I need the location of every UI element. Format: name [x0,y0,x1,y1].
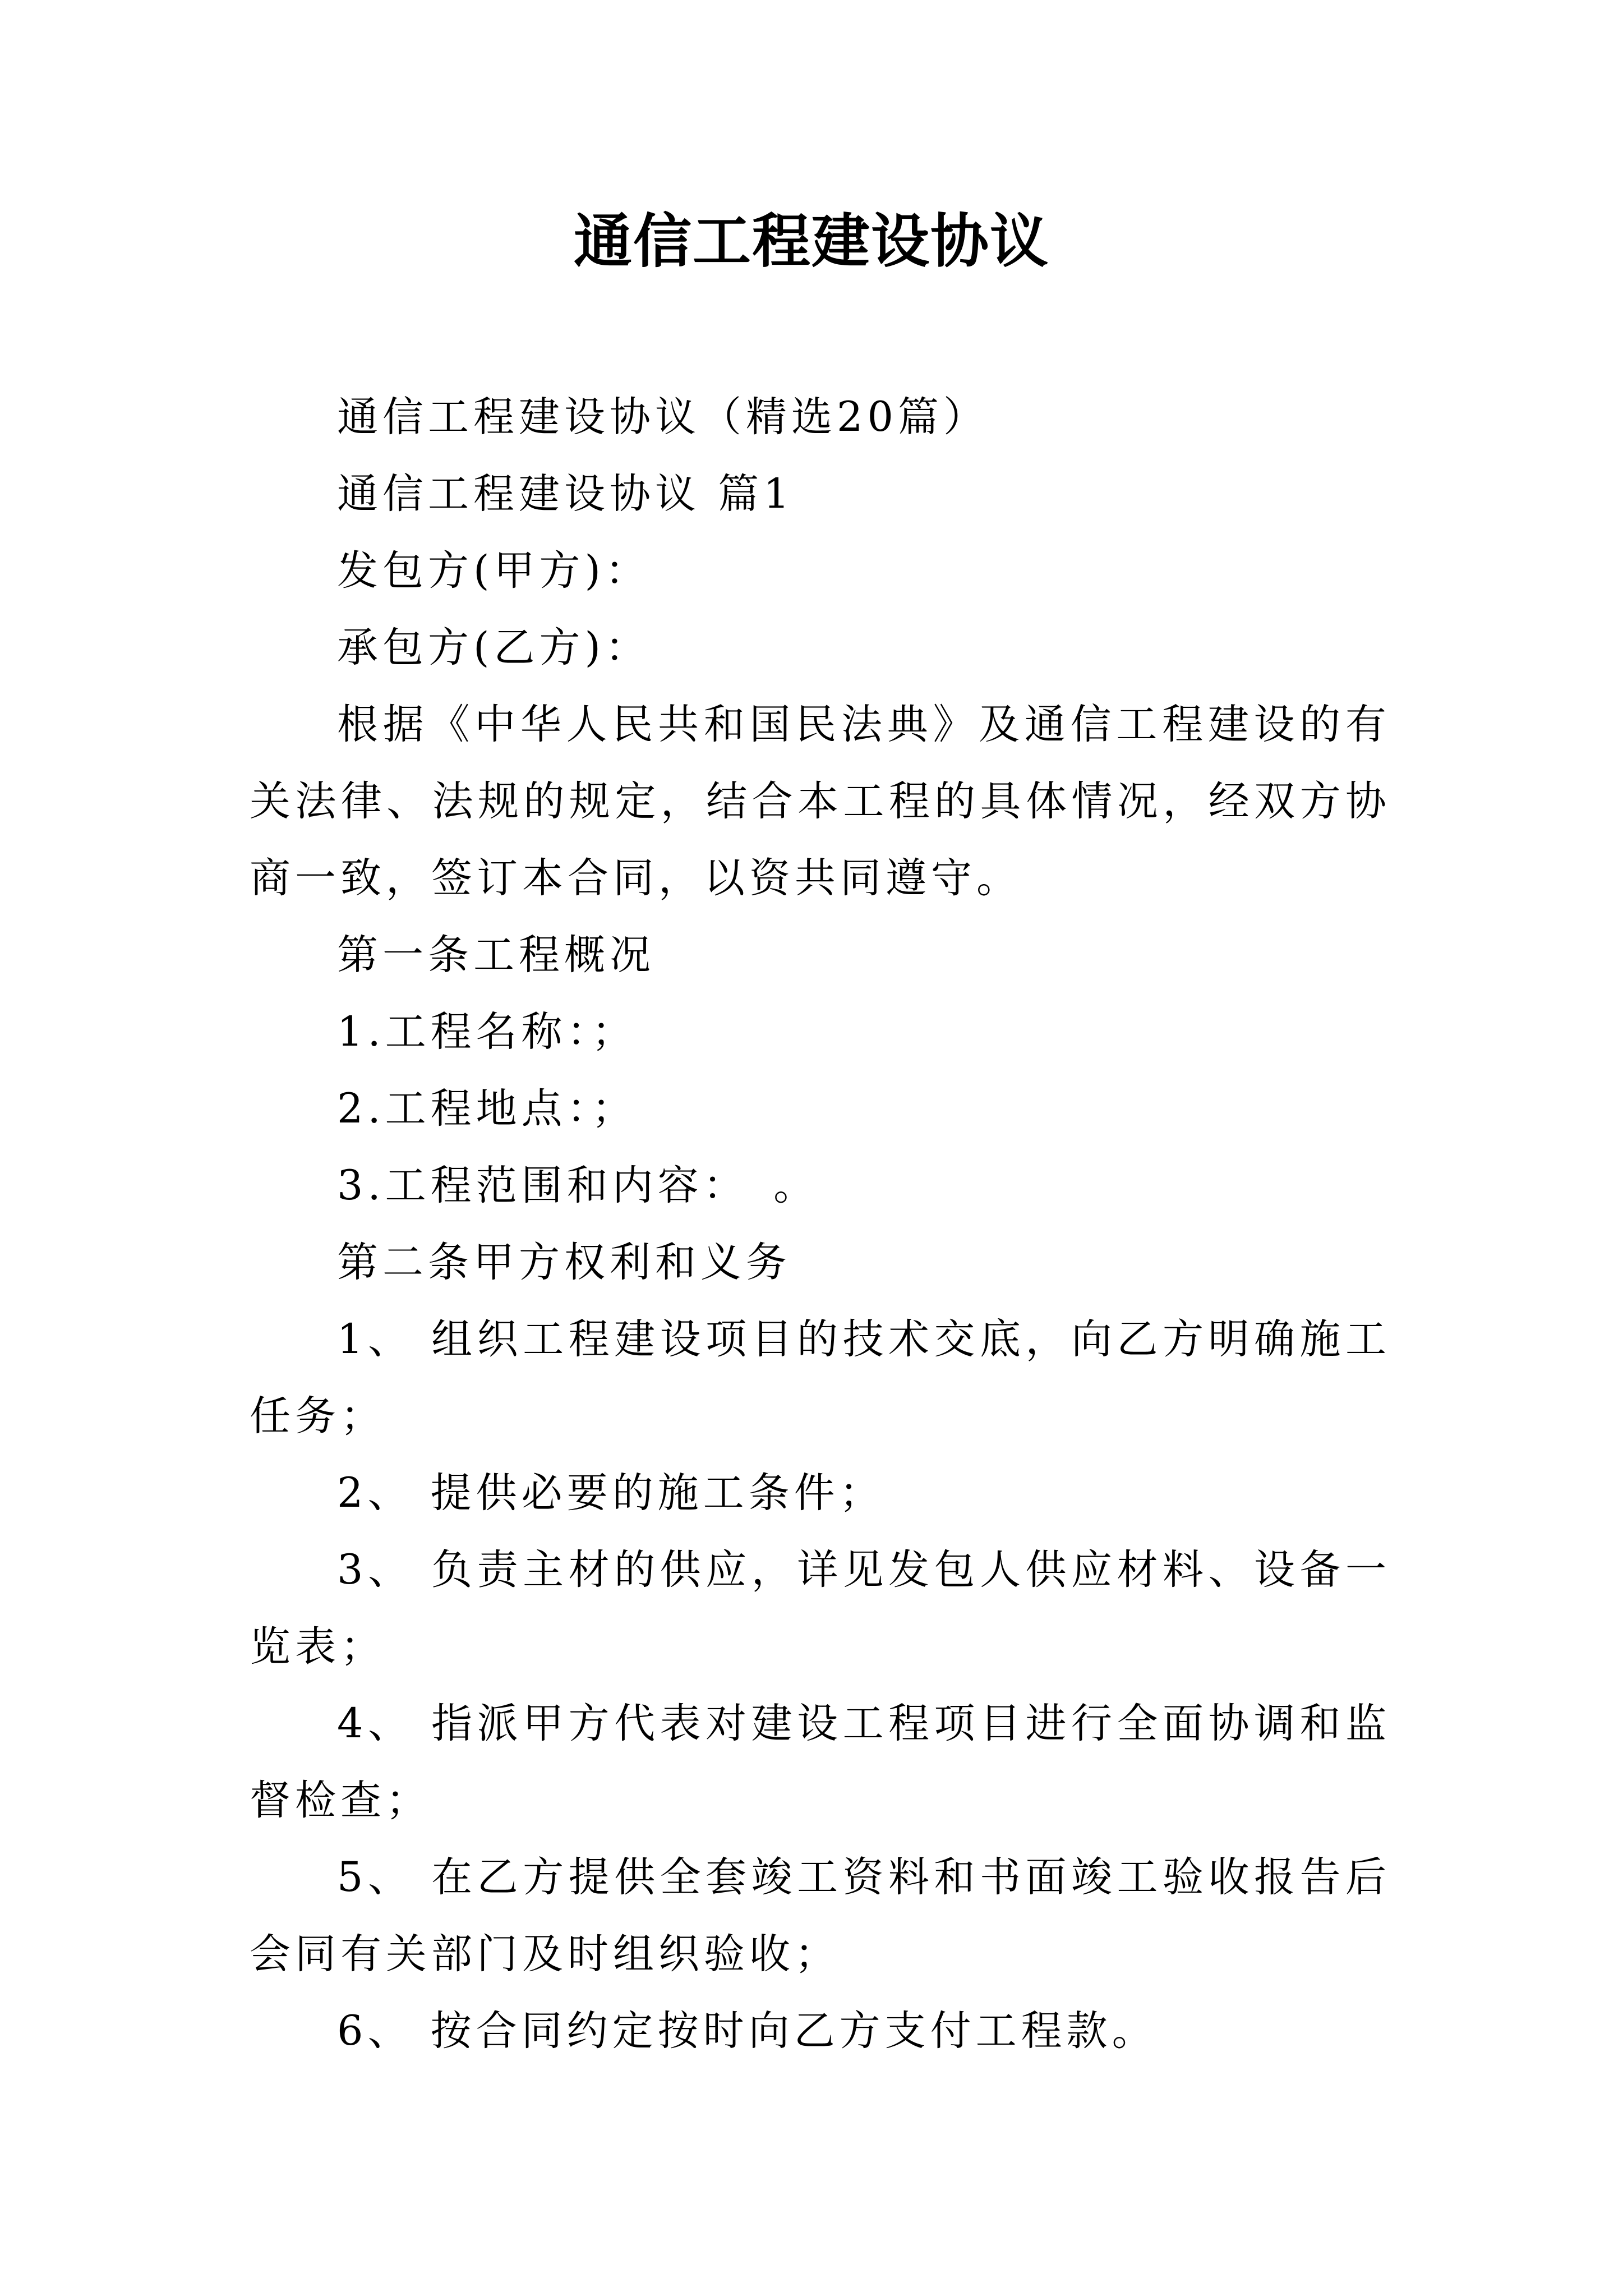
paragraph-preamble: 根据《中华人民共和国民法典》及通信工程建设的有关法律、法规的规定，结合本工程的具体情况，经双方协商一致，签订本合同，以资共同遵守。 [250,701,1391,902]
paragraph-duty-6: 6、 按合同约定按时向乙方支付工程款。 [337,2007,1158,2055]
paragraph-duty-3: 3、 负责主材的供应，详见发包人供应材料、设备一览表； [250,1546,1391,1671]
paragraph-duty-5: 5、 在乙方提供全套竣工资料和书面竣工验收报告后会同有关部门及时组织验收； [250,1853,1391,1978]
paragraph-party-a: 发包方(甲方)： [337,547,651,595]
document-body [250,379,1391,2069]
paragraph-project-scope: 3.工程范围和内容： 。 [337,1162,819,1209]
document-title: 通信工程建设协议 [573,206,1049,275]
paragraph-section-2-heading: 第二条甲方权利和义务 [337,1239,791,1286]
paragraph-article-heading: 通信工程建设协议 篇1 [337,470,794,518]
paragraph-party-b: 承包方(乙方)： [337,624,651,671]
paragraph-duty-2: 2、 提供必要的施工条件； [337,1469,885,1517]
paragraph-collection-heading: 通信工程建设协议（精选20篇） [337,393,989,441]
paragraph-duty-4: 4、 指派甲方代表对建设工程项目进行全面协调和监督检查； [250,1700,1391,1824]
paragraph-duty-1: 1、 组织工程建设项目的技术交底，向乙方明确施工任务； [250,1315,1391,1440]
paragraph-section-1-heading: 第一条工程概况 [337,931,655,979]
paragraph-project-name: 1.工程名称：； [337,1008,638,1056]
paragraph-project-location: 2.工程地点：； [337,1085,638,1133]
